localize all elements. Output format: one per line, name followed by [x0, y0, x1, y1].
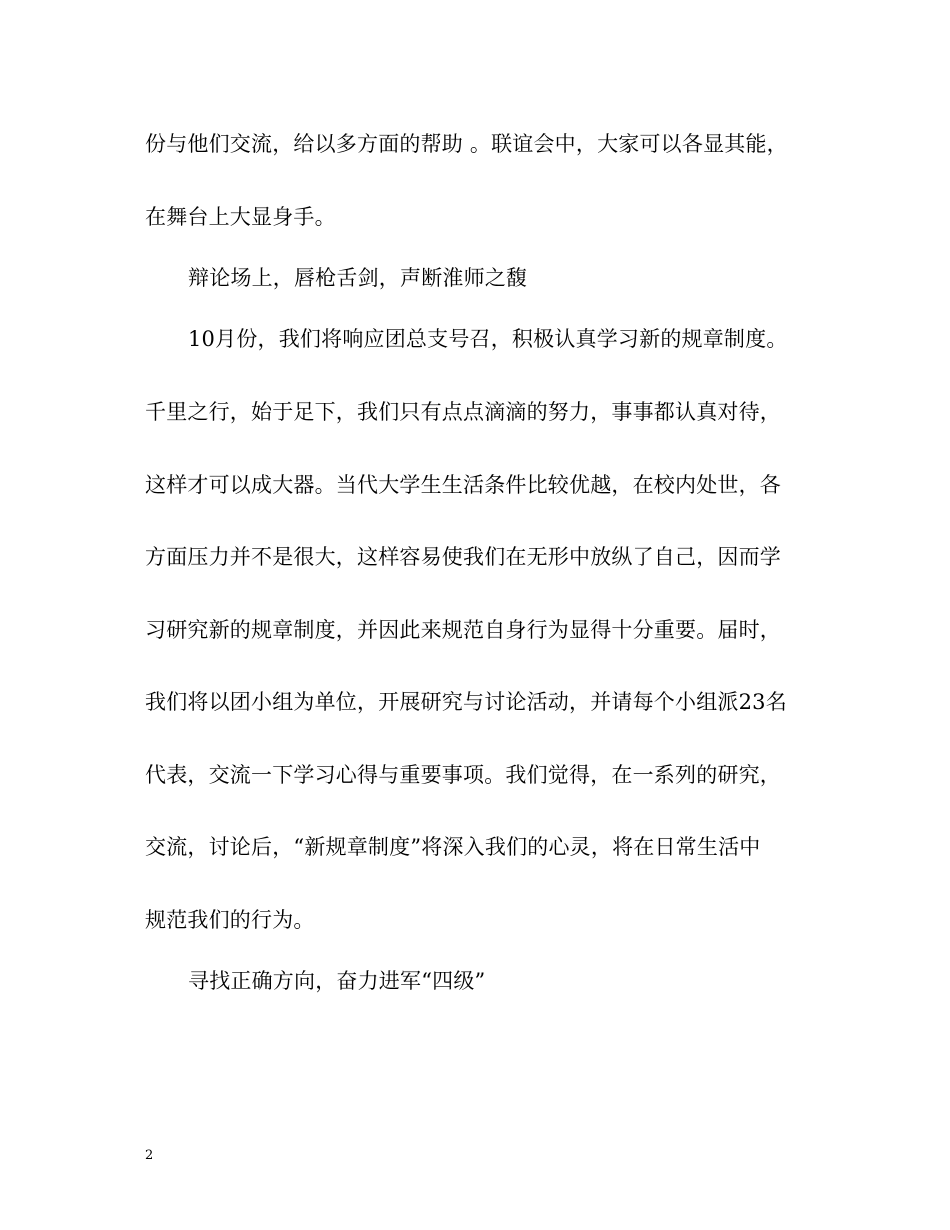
text-line-8: 习研究新的规章制度，并因此来规范自身行为显得十分重要。届时， [145, 618, 781, 642]
text-line-9: 我们将以团小组为单位，开展研究与讨论活动，并请每个小组派23名 [145, 690, 787, 714]
text-line-10: 代表，交流一下学习心得与重要事项。我们觉得，在一系列的研究， [145, 763, 781, 787]
page-number: 2 [145, 1148, 154, 1163]
text-line-11: 交流，讨论后，“新规章制度”将深入我们的心灵，将在日常生活中 [145, 835, 761, 859]
text-line-6: 这样才可以成大器。当代大学生生活条件比较优越，在校内处世，各 [145, 473, 781, 497]
text-line-7: 方面压力并不是很大，这样容易使我们在无形中放纵了自己，因而学 [145, 545, 781, 569]
text-line-5: 千里之行，始于足下，我们只有点点滴滴的努力，事事都认真对待， [145, 400, 781, 424]
text-line-1: 份与他们交流，给以多方面的帮助 。联谊会中，大家可以各显其能， [145, 132, 788, 156]
section-heading-debate: 辩论场上，唇枪舌剑，声断淮师之馥 [188, 266, 528, 290]
text-line-4: 10月份，我们将响应团总支号召，积极认真学习新的规章制度。 [188, 327, 788, 351]
section-heading-cet4: 寻找正确方向，奋力进军“四级” [188, 969, 486, 993]
text-line-2: 在舞台上大显身手。 [145, 205, 336, 229]
text-line-12: 规范我们的行为。 [145, 908, 315, 932]
